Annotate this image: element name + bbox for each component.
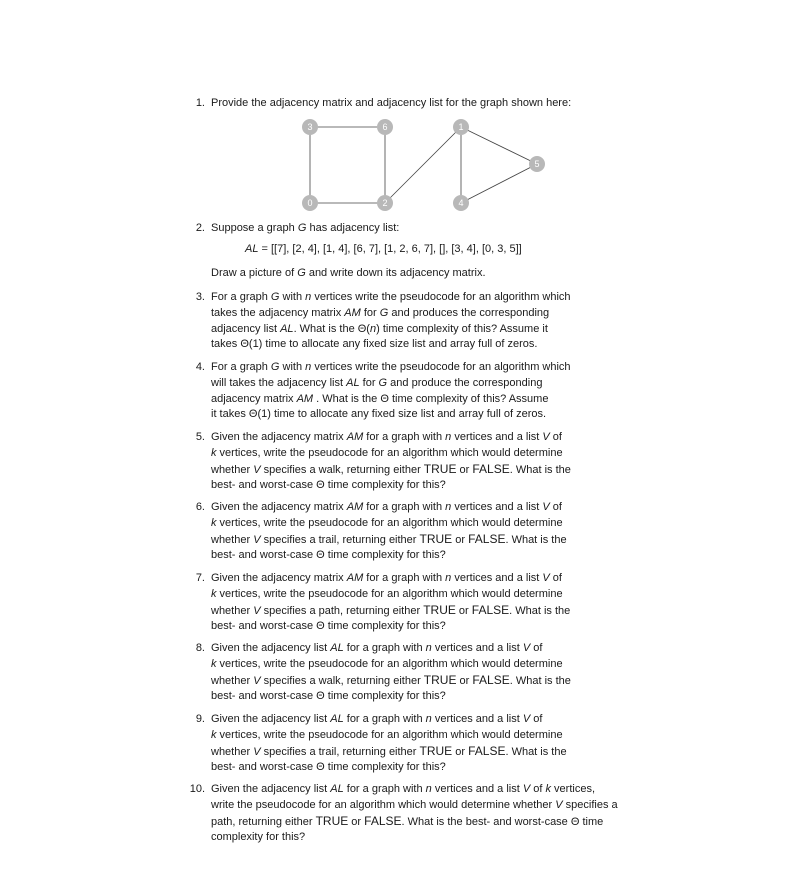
question-number: 6. [195,501,205,513]
question-text [211,641,636,705]
graph-vertex-label: 3 [307,122,313,132]
question-text [211,782,701,846]
graph-vertex-label: 6 [382,122,388,132]
question-line: whether V specifies a walk, returning either TRUE or FALSE. What is the [211,672,571,687]
graph-vertex-label: 2 [382,198,388,208]
question-line: adjacency matrix AM . What is the Θ time complexity of this? Assume [211,392,549,405]
question-text [211,266,701,282]
question-line: k vertices, write the pseudocode for an algorithm which would determine [211,587,563,600]
question-line: Given the adjacency list AL for a graph with n vertices and a list V of [211,713,543,725]
question-text [211,500,636,564]
question-number: 9. [195,713,205,725]
question-line: Suppose a graph G has adjacency list: [211,222,400,234]
question-line: best- and worst-case Θ time complexity for this? [211,620,446,633]
graph-vertex-label: 5 [534,159,540,169]
question-line: best- and worst-case Θ time complexity for this? [211,549,446,562]
question-text [211,290,636,353]
question-line: Given the adjacency matrix AM for a graph with n vertices and a list V of [211,431,562,443]
question-line: takes the adjacency matrix AM for G and produces the corresponding [211,306,550,319]
question-text [211,96,701,112]
question-line: whether V specifies a trail, returning either TRUE or FALSE. What is the [211,531,567,546]
question-line: Given the adjacency matrix AM for a graph with n vertices and a list V of [211,501,562,513]
question-line: whether V specifies a path, returning either TRUE or FALSE. What is the [211,602,571,617]
question-line: k vertices, write the pseudocode for an algorithm which would determine [211,657,563,670]
question-line: best- and worst-case Θ time complexity for this? [211,761,446,774]
question-line: adjacency list AL. What is the Θ(n) time complexity of this? Assume it [211,322,548,335]
question-line: Given the adjacency list AL for a graph with n vertices and a list V of k vertices, [211,783,596,795]
question-line: path, returning either TRUE or FALSE. What is the best- and worst-case Θ time [211,813,604,828]
graph-edge-1-5 [461,127,537,164]
question-line: k vertices, write the pseudocode for an algorithm which would determine [211,446,563,459]
question-number: 4. [195,361,205,373]
question-number: 1. [195,97,205,109]
question-line: Given the adjacency list AL for a graph with n vertices and a list V of [211,642,543,654]
question-line: best- and worst-case Θ time complexity for this? [211,479,446,492]
question-text [211,571,636,635]
question-line: k vertices, write the pseudocode for an algorithm which would determine [211,516,563,529]
question-line: k vertices, write the pseudocode for an algorithm which would determine [211,728,563,741]
question-line: For a graph G with n vertices write the pseudocode for an algorithm which [211,291,571,303]
question-number: 10. [189,783,205,795]
question-line: will takes the adjacency list AL for G and produce the corresponding [211,376,543,389]
question-line: write the pseudocode for an algorithm which would determine whether V specifies a [211,798,618,811]
question-text [211,360,636,423]
question-line: For a graph G with n vertices write the pseudocode for an algorithm which [211,361,571,373]
question-line: it takes Θ(1) time to allocate any fixed size list and array full of zeros. [211,408,547,421]
question-number: 7. [195,572,205,584]
question-text [211,221,701,237]
question-line: Given the adjacency matrix AM for a graph with n vertices and a list V of [211,572,562,584]
question-line: Draw a picture of G and write down its adjacency matrix. [211,267,486,279]
graph-vertex-label: 1 [458,122,464,132]
question-line: Provide the adjacency matrix and adjacency list for the graph shown here: [211,97,572,109]
question-number: 3. [195,291,205,303]
graph-vertex-label: 0 [307,198,313,208]
question-text [211,430,636,494]
graph-edge-4-5 [461,164,537,203]
question-number: 5. [195,431,205,443]
question-number: 8. [195,642,205,654]
graph-figure [290,117,560,215]
question-line: whether V specifies a trail, returning either TRUE or FALSE. What is the [211,743,567,758]
graph-svg [290,117,560,215]
question-line: whether V specifies a walk, returning either TRUE or FALSE. What is the [211,461,571,476]
question-number: 2. [195,222,205,234]
graph-vertex-label: 4 [458,198,464,208]
question-line: best- and worst-case Θ time complexity for this? [211,690,446,703]
graph-edge-2-1 [385,127,461,203]
adjacency-list-equation: AL = [[7], [2, 4], [1, 4], [6, 7], [1, 2, 6, 7], [], [3, 4], [0, 3, 5]] [245,243,522,255]
question-text [211,712,636,776]
question-line: takes Θ(1) time to allocate any fixed size list and array full of zeros. [211,338,538,351]
question-line: complexity for this? [211,831,306,844]
